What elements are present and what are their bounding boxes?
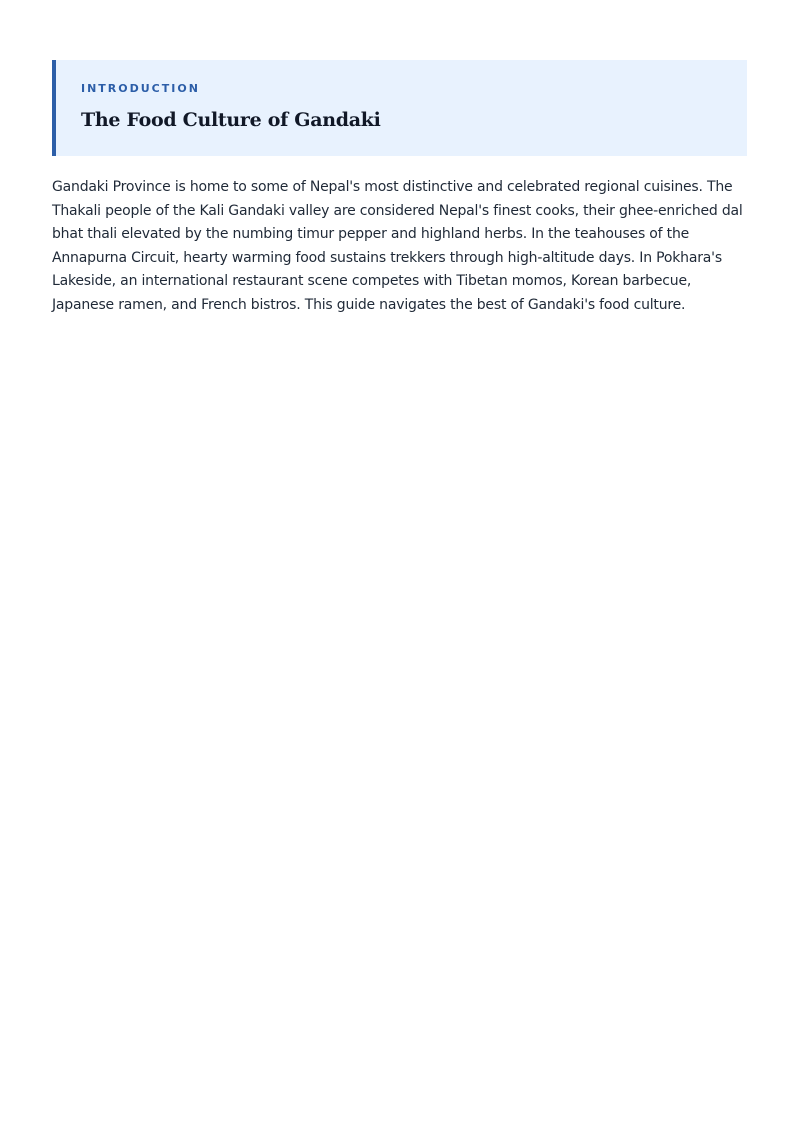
section-title: The Food Culture of Gandaki — [81, 109, 381, 131]
intro-paragraph: Gandaki Province is home to some of Nepal's most distinctive and celebrated regional cuisines. The Thakali people of the Kali Gandaki valley are considered Nepal's finest cooks, their ghee-enriched dal bhat thali elevated by the numbing timur pepper and highland herbs. In the teahouses of the Annapurna Circuit, hearty warming food sustains trekkers through high-altitude days. In Pokhara's Lakeside, an international restaurant scene competes with Tibetan momos, Korean barbecue, Japanese ramen, and French bistros. This guide navigates the best of Gandaki's food culture. — [52, 179, 743, 313]
document-page — [52, 60, 747, 318]
introduction-callout — [52, 60, 747, 156]
section-eyebrow: INTRODUCTION — [81, 82, 200, 95]
